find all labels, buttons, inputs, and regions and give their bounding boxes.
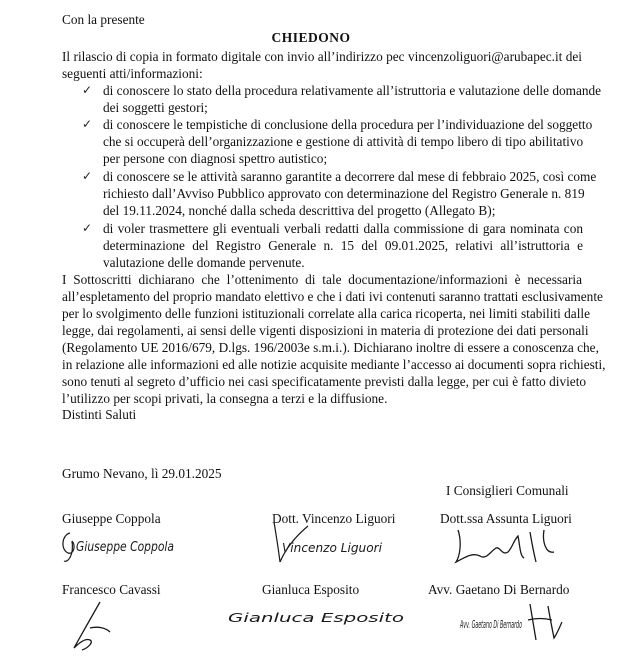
list-item-line: dei soggetti gestori;	[103, 100, 208, 115]
intro-text: Con la presente	[62, 12, 145, 27]
list-item-line: valutazione delle domande pervenute.	[103, 255, 305, 270]
signatory-name: Francesco Cavassi	[62, 582, 161, 597]
council-heading: I Consiglieri Comunali	[446, 483, 569, 498]
signature-text: Vincenzo Liguori	[282, 541, 383, 555]
list-item-line: per persone con diagnosi spettro autistico;	[103, 151, 328, 166]
body-line: (Regolamento UE 2016/679, D.lgs. 196/2003e s.m.i.). Dichiarano inoltre di essere a conoscenza che,	[62, 340, 599, 355]
body-line: legge, dai regolamenti, ai sensi delle vigenti disposizioni in materia di protezione dei dati personali	[62, 323, 589, 338]
body-line: all’espletamento del proprio mandato elettivo e che i dati ivi contenuti saranno trattati esclusivamente	[62, 289, 603, 304]
place-date: Grumo Nevano, lì 29.01.2025	[62, 466, 222, 481]
checkmark-icon: ✓	[82, 117, 93, 131]
request-line: seguenti atti/informazioni:	[62, 66, 203, 81]
checkmark-icon: ✓	[82, 169, 93, 183]
body-line: I Sottoscritti dichiarano che l’ottenimento di tale documentazione/informazioni è necessaria	[62, 272, 582, 287]
list-item-line: di conoscere le tempistiche di conclusione della procedura per l’individuazione del soggetto	[103, 117, 593, 132]
body-line: l’utilizzo per scopi privati, la consegna a terzi e la diffusione.	[62, 391, 388, 406]
checkmark-icon: ✓	[82, 221, 93, 235]
request-line: Il rilascio di copia in formato digitale con invio all’indirizzo pec vincenzoliguori@arubapec.it dei	[62, 49, 582, 64]
signatory-name: Giuseppe Coppola	[62, 511, 161, 526]
list-item-line: di voler trasmettere gli eventuali verbali redatti dalla commissione di gara nominata con	[103, 221, 583, 236]
body-line: per lo svolgimento delle funzioni istituzionali correlate alla carica ricoperta, nei limiti stabiliti dalle	[62, 306, 590, 321]
body-line: in relazione alle informazioni ed alle notizie acquisite mediante l’accesso ai documenti sopra richiesti,	[62, 357, 606, 372]
closing-text: Distinti Saluti	[62, 407, 137, 422]
signatory-name: Dott.ssa Assunta Liguori	[440, 511, 572, 526]
body-line: sono tenuti al segreto d’ufficio nei casi specificatamente previsti dalla legge, per cui è fatto divieto	[62, 374, 587, 389]
list-item-line: del 19.11.2024, nonché dalla scheda descrittiva del progetto (Allegato B);	[103, 203, 496, 218]
signatory-name: Avv. Gaetano Di Bernardo	[428, 582, 570, 597]
signatory-name: Dott. Vincenzo Liguori	[272, 511, 396, 526]
document-title: CHIEDONO	[271, 30, 351, 45]
signature-text: Avv. Gaetano Di Bernardo	[459, 618, 523, 631]
list-item-line: di conoscere se le attività saranno garantite a decorrere dal mese di febbraio 2025, così come	[103, 169, 597, 184]
list-item-line: richiesto dall’Avviso Pubblico approvato con determinazione del Registro Generale n. 819	[103, 186, 585, 201]
signatory-name: Gianluca Esposito	[262, 582, 360, 597]
list-item-line: che si occuperà dell’organizzazione e gestione di attività di tempo libero di tipo abilitativo	[103, 134, 584, 149]
checkmark-icon: ✓	[82, 83, 93, 97]
list-item-line: determinazione del Registro Generale n. 15 del 09.01.2025, relativi all’istruttoria e	[103, 238, 583, 253]
list-item-line: di conoscere lo stato della procedura relativamente all’istruttoria e valutazione delle domande	[103, 83, 602, 98]
signature-text: Gianluca Esposito	[228, 611, 404, 625]
signature-text: Giuseppe Coppola	[76, 540, 175, 555]
